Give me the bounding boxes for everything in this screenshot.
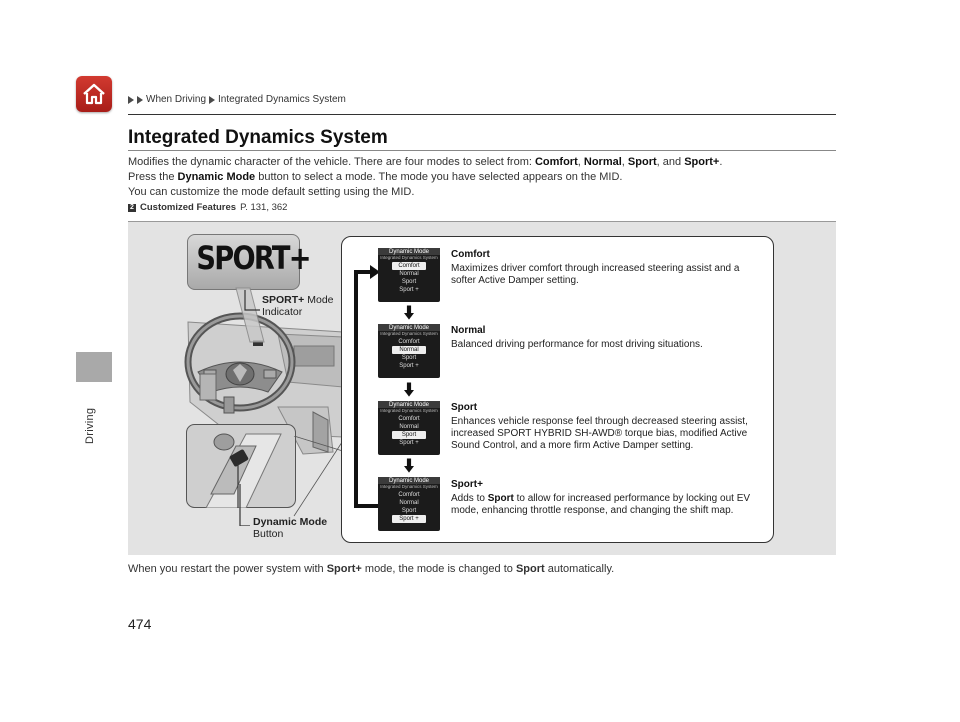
mid-screen-normal: Dynamic Mode Integrated Dynamics System Comfort Normal Sport Sport + [378, 324, 440, 378]
breadcrumb-arrow-icon [137, 96, 143, 104]
breadcrumb-arrow-icon [209, 96, 215, 104]
breadcrumb-item-when-driving[interactable]: When Driving [146, 94, 207, 105]
arrow-down-icon [404, 457, 414, 475]
section-tab [76, 352, 112, 382]
sport-plus-indicator-label: SPORT+ Mode Indicator [262, 294, 334, 318]
home-icon [81, 82, 107, 106]
intro-line-1: Modifies the dynamic character of the vehicle. There are four modes to select from: Comfort, Normal, Sport, and Sport+. [128, 156, 723, 168]
mid-screen-sport-plus: Dynamic Mode Integrated Dynamics System Comfort Normal Sport Sport + [378, 477, 440, 531]
arrow-down-icon [404, 304, 414, 322]
reference-title[interactable]: Customized Features [140, 202, 237, 213]
reference-icon: 2 [128, 204, 136, 212]
sport-plus-badge-text: SPORT+ [196, 239, 310, 277]
mid-screen-sport: Dynamic Mode Integrated Dynamics System Comfort Normal Sport Sport + [378, 401, 440, 455]
mode-desc-normal: Balanced driving performance for most driving situations. [451, 339, 703, 350]
intro-line-3: You can customize the mode default setting using the MID. [128, 186, 415, 198]
breadcrumb-item-integrated-dynamics[interactable]: Integrated Dynamics System [218, 94, 346, 105]
section-label: Driving [84, 407, 96, 444]
mode-title-sport-plus: Sport+ [451, 479, 483, 490]
mode-name-comfort: Comfort [534, 156, 578, 168]
page-title: Integrated Dynamics System [128, 127, 388, 148]
mode-name-sport: Sport [627, 156, 657, 168]
breadcrumb-arrow-icon [128, 96, 134, 104]
inset-connector-lines [236, 436, 356, 526]
dynamic-mode-term: Dynamic Mode [177, 171, 256, 183]
mode-desc-sport: Enhances vehicle response feel through decreased steering assist, increased SPORT HYBRID SH-AWD® torque bias, modified Active Sound Control, and a more firm Active Damper setting. [451, 416, 748, 451]
mode-title-sport: Sport [451, 402, 478, 413]
title-divider [128, 150, 836, 151]
arrow-down-icon [404, 381, 414, 399]
intro-line-2: Press the Dynamic Mode button to select a mode. The mode you have selected appears on the MID. [128, 171, 623, 183]
mid-screen-comfort: Dynamic Mode Integrated Dynamics System Comfort Normal Sport Sport + [378, 248, 440, 302]
home-button[interactable] [76, 76, 112, 112]
mode-title-comfort: Comfort [451, 249, 490, 260]
mode-desc-comfort: Maximizes driver comfort through increased steering assist and a softer Active Damper setting. [451, 263, 740, 286]
breadcrumb [128, 94, 346, 105]
page-number: 474 [128, 616, 152, 632]
mode-title-normal: Normal [451, 325, 486, 336]
mode-desc-sport-plus: Adds to Sport to allow for increased performance by locking out EV mode, enhancing throttle response, and changing the shift map. [451, 493, 751, 516]
dynamic-mode-button-label: Dynamic Mode Button [253, 516, 328, 540]
header-divider [128, 114, 836, 115]
cross-reference[interactable] [128, 202, 287, 213]
mode-name-normal: Normal [583, 156, 622, 168]
mode-name-sport-plus: Sport+ [684, 156, 720, 168]
cycle-return-arrow [350, 264, 380, 514]
reference-pages[interactable]: P. 131, 362 [240, 202, 288, 213]
restart-note: When you restart the power system with Sport+ mode, the mode is changed to Sport automatically. [128, 563, 615, 575]
